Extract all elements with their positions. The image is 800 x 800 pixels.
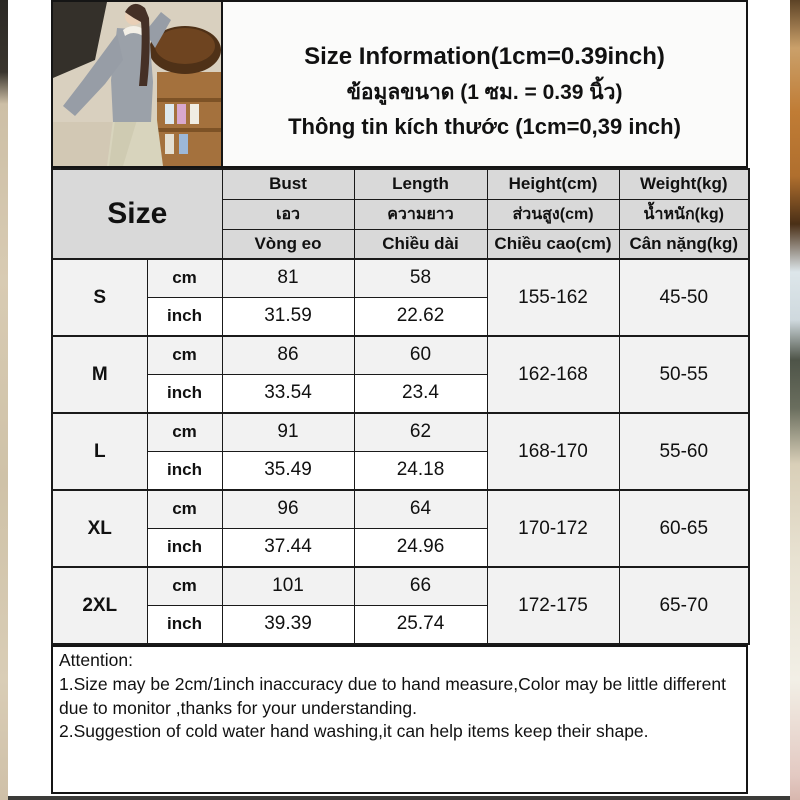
unit-cell: cm bbox=[147, 336, 222, 374]
title-panel bbox=[223, 0, 748, 168]
bust-value: 35.49 bbox=[222, 451, 354, 490]
unit-cell: inch bbox=[147, 374, 222, 413]
unit-cell: inch bbox=[147, 297, 222, 336]
bust-value: 31.59 bbox=[222, 297, 354, 336]
length-value: 25.74 bbox=[354, 605, 487, 644]
bust-value: 86 bbox=[222, 336, 354, 374]
height-range: 170-172 bbox=[487, 490, 619, 567]
weight-range: 65-70 bbox=[619, 567, 749, 644]
left-edge-photo-strip bbox=[0, 0, 8, 800]
unit-cell: inch bbox=[147, 605, 222, 644]
bust-value: 101 bbox=[222, 567, 354, 605]
length-value: 22.62 bbox=[354, 297, 487, 336]
unit-cell: cm bbox=[147, 567, 222, 605]
size-header-cell: Size bbox=[52, 169, 222, 259]
height-range: 155-162 bbox=[487, 259, 619, 336]
length-value: 23.4 bbox=[354, 374, 487, 413]
bust-value: 91 bbox=[222, 413, 354, 451]
unit-cell: cm bbox=[147, 259, 222, 297]
title-thai: ข้อมูลขนาด (1 ซม. = 0.39 นิ้ว) bbox=[346, 80, 623, 104]
col-header-weight-th: น้ำหนัก(kg) bbox=[619, 199, 749, 229]
table-row bbox=[52, 413, 749, 451]
height-range: 162-168 bbox=[487, 336, 619, 413]
size-label-cell: XL bbox=[52, 490, 147, 567]
length-value: 66 bbox=[354, 567, 487, 605]
table-row bbox=[52, 336, 749, 374]
table-row bbox=[52, 259, 749, 297]
table-row bbox=[52, 490, 749, 528]
length-value: 58 bbox=[354, 259, 487, 297]
col-header-length-vi: Chiều dài bbox=[354, 229, 487, 259]
header-row-english bbox=[52, 169, 749, 199]
length-value: 24.96 bbox=[354, 528, 487, 567]
length-value: 24.18 bbox=[354, 451, 487, 490]
bust-value: 81 bbox=[222, 259, 354, 297]
col-header-height-en: Height(cm) bbox=[487, 169, 619, 199]
right-edge-photo-strip bbox=[790, 0, 800, 800]
col-header-weight-en: Weight(kg) bbox=[619, 169, 749, 199]
product-photo bbox=[51, 0, 223, 168]
attention-line-1: 1.Size may be 2cm/1inch inaccuracy due to hand measure,Color may be little different due to monitor ,thanks for your understanding. bbox=[59, 673, 726, 718]
product-photo-illustration bbox=[53, 2, 221, 166]
attention-heading: Attention: bbox=[59, 650, 133, 670]
size-label-cell: 2XL bbox=[52, 567, 147, 644]
weight-range: 50-55 bbox=[619, 336, 749, 413]
size-label-cell: M bbox=[52, 336, 147, 413]
attention-line-2: 2.Suggestion of cold water hand washing,it can help items keep their shape. bbox=[59, 721, 649, 742]
title-vietnamese: Thông tin kích thước (1cm=0,39 inch) bbox=[288, 113, 681, 139]
bust-value: 96 bbox=[222, 490, 354, 528]
table-row bbox=[52, 567, 749, 605]
unit-cell: inch bbox=[147, 451, 222, 490]
height-range: 168-170 bbox=[487, 413, 619, 490]
unit-cell: inch bbox=[147, 528, 222, 567]
size-label-cell: S bbox=[52, 259, 147, 336]
length-value: 64 bbox=[354, 490, 487, 528]
col-header-bust-vi: Vòng eo bbox=[222, 229, 354, 259]
col-header-height-th: ส่วนสูง(cm) bbox=[487, 199, 619, 229]
col-header-height-vi: Chiều cao(cm) bbox=[487, 229, 619, 259]
size-table bbox=[51, 168, 750, 645]
attention-notes bbox=[51, 645, 748, 794]
unit-cell: cm bbox=[147, 490, 222, 528]
length-value: 62 bbox=[354, 413, 487, 451]
col-header-bust-th: เอว bbox=[222, 199, 354, 229]
col-header-length-th: ความยาว bbox=[354, 199, 487, 229]
bust-value: 33.54 bbox=[222, 374, 354, 413]
weight-range: 55-60 bbox=[619, 413, 749, 490]
col-header-bust-en: Bust bbox=[222, 169, 354, 199]
bust-value: 39.39 bbox=[222, 605, 354, 644]
height-range: 172-175 bbox=[487, 567, 619, 644]
unit-cell: cm bbox=[147, 413, 222, 451]
bust-value: 37.44 bbox=[222, 528, 354, 567]
weight-range: 45-50 bbox=[619, 259, 749, 336]
weight-range: 60-65 bbox=[619, 490, 749, 567]
size-label-cell: L bbox=[52, 413, 147, 490]
bottom-edge-photo-strip bbox=[8, 796, 790, 800]
col-header-length-en: Length bbox=[354, 169, 487, 199]
title-english: Size Information(1cm=0.39inch) bbox=[304, 42, 665, 70]
col-header-weight-vi: Cân nặng(kg) bbox=[619, 229, 749, 259]
length-value: 60 bbox=[354, 336, 487, 374]
